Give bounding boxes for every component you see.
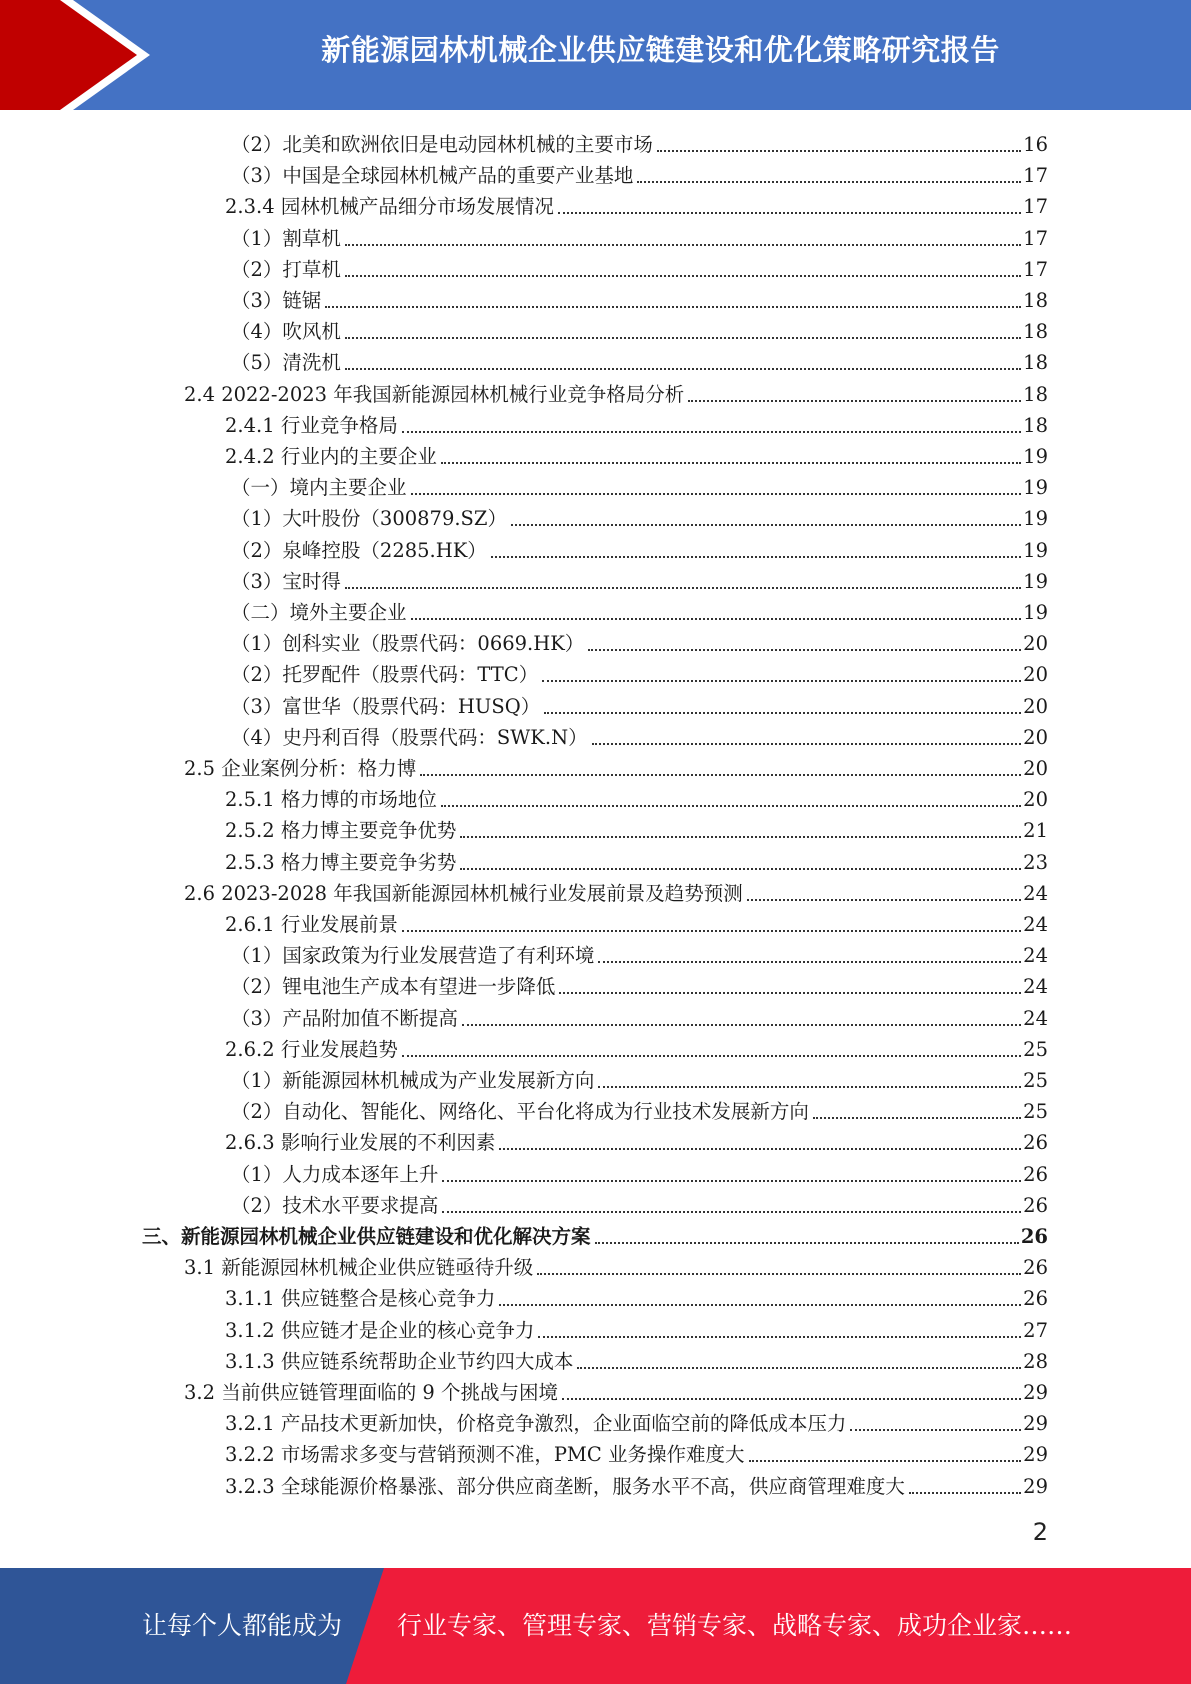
toc-entry-label: 3.1 新能源园林机械企业供应链亟待升级 [184,1256,534,1280]
toc-entry-label: （2）自动化、智能化、网络化、平台化将成为行业技术发展新方向 [231,1100,809,1124]
toc-leader-dots [411,493,1022,495]
toc-entry-page: 28 [1023,1349,1048,1373]
toc-leader-dots [813,1117,1021,1119]
toc-entry[interactable] [142,1219,1048,1250]
toc-entry[interactable] [231,969,1048,1000]
toc-leader-dots [747,899,1021,901]
toc-leader-dots [402,431,1021,433]
toc-entry[interactable] [184,377,1048,408]
toc-entry[interactable] [225,1313,1048,1344]
toc-entry[interactable] [231,501,1048,532]
toc-entry-page: 25 [1023,1069,1048,1092]
toc-entry[interactable] [231,345,1048,376]
toc-leader-dots [441,462,1021,464]
toc-entry-label: 3.1.1 供应链整合是核心竞争力 [225,1287,496,1311]
toc-entry-page: 24 [1023,881,1048,905]
toc-entry[interactable] [231,938,1048,969]
toc-entry-page: 18 [1023,382,1048,406]
toc-entry-page: 17 [1023,226,1048,250]
toc-entry-page: 26 [1023,1287,1048,1311]
toc-entry-page: 20 [1023,725,1048,749]
toc-entry-label: （1）大叶股份（300879.SZ） [231,507,507,531]
toc-entry[interactable] [225,907,1048,938]
toc-entry[interactable] [231,689,1048,720]
toc-entry-page: 26 [1020,1225,1048,1248]
toc-entry-page: 24 [1023,975,1048,999]
toc-entry-label: 3.2.1 产品技术更新加快，价格竞争激烈，企业面临空前的降低成本压力 [225,1412,847,1436]
toc-entry[interactable] [231,533,1048,564]
toc-entry-page: 18 [1023,289,1048,312]
toc-entry-label: （1）新能源园林机械成为产业发展新方向 [231,1069,595,1092]
toc-entry-label: （2）北美和欧洲依旧是电动园林机械的主要市场 [231,133,653,156]
toc-entry-label: （4）吹风机 [231,320,341,344]
toc-leader-dots [442,1211,1021,1213]
toc-entry-label: （4）史丹利百得（股票代码：SWK.N） [231,725,588,749]
toc-entry[interactable] [231,1001,1048,1032]
toc-entry[interactable] [225,782,1048,813]
toc-leader-dots [460,836,1021,838]
toc-entry[interactable] [231,221,1048,252]
toc-entry[interactable] [225,1469,1048,1500]
toc-entry-page: 20 [1023,757,1048,780]
toc-entry-label: （2）泉峰控股（2285.HK） [231,538,487,562]
toc-entry-page: 20 [1023,694,1048,718]
toc-leader-dots [499,1304,1021,1306]
toc-leader-dots [411,618,1022,620]
toc-entry-page: 20 [1023,788,1048,812]
footer-slogan-right: 行业专家、管理专家、营销专家、战略专家、成功企业家…… [397,1611,1073,1640]
toc-entry-page: 19 [1023,601,1048,624]
toc-entry[interactable] [231,1157,1048,1188]
toc-entry-page: 19 [1023,476,1048,500]
toc-entry-label: （3）中国是全球园林机械产品的重要产业基地 [231,164,634,188]
toc-entry-page: 18 [1023,320,1048,344]
toc-entry-page: 20 [1023,663,1048,687]
header-arrow-red [0,0,137,110]
footer-slogan-left: 让每个人都能成为 [142,1611,343,1640]
toc-entry[interactable] [184,1250,1048,1281]
toc-entry[interactable] [231,564,1048,595]
toc-entry-label: 2.5.2 格力博主要竞争优势 [225,819,457,843]
toc-entry-page: 19 [1023,569,1048,593]
toc-entry[interactable] [225,189,1048,220]
toc-entry-page: 27 [1023,1318,1048,1342]
toc-leader-dots [588,649,1021,651]
toc-entry-page: 16 [1023,133,1048,156]
toc-entry-label: 2.5.3 格力博主要竞争劣势 [225,850,457,874]
toc-entry-label: 2.6.2 行业发展趋势 [225,1037,398,1061]
toc-entry[interactable] [225,845,1048,876]
toc-leader-dots [491,556,1021,558]
toc-entry-page: 24 [1023,1006,1048,1030]
toc-entry[interactable] [231,1094,1048,1125]
toc-entry[interactable] [184,1375,1048,1406]
toc-leader-dots [538,1336,1021,1338]
toc-entry[interactable] [231,1188,1048,1219]
toc-leader-dots [537,1273,1021,1275]
toc-entry-label: 2.6 2023-2028 年我国新能源园林机械行业发展前景及趋势预测 [184,881,743,905]
toc-entry-label: （2）托罗配件（股票代码：TTC） [231,663,539,687]
toc-entry-page: 17 [1023,195,1048,219]
header-banner [0,0,1191,110]
toc-leader-dots [402,930,1021,932]
toc-entry-label: 3.1.3 供应链系统帮助企业节约四大成本 [225,1349,574,1373]
toc-entry-page: 18 [1023,413,1048,437]
toc-entry-label: 3.1.2 供应链才是企业的核心竞争力 [225,1318,535,1342]
page-number: 2 [1032,1518,1048,1546]
toc-entry-page: 29 [1023,1381,1048,1404]
toc-entry-label: （3）产品附加值不断提高 [231,1006,458,1030]
toc-leader-dots [442,1180,1021,1182]
toc-entry-label: （3）富世华（股票代码：HUSQ） [231,694,541,718]
toc-entry-label: 2.5.1 格力博的市场地位 [225,788,437,812]
toc-entry-page: 17 [1023,257,1048,281]
toc-entry-label: 2.4 2022-2023 年我国新能源园林机械行业竞争格局分析 [184,382,685,406]
toc-entry-page: 19 [1023,538,1048,562]
toc-leader-dots [325,306,1021,308]
toc-entry[interactable] [225,1032,1048,1063]
toc-entry-label: （1）创科实业（股票代码：0669.HK） [231,632,585,656]
toc-entry-page: 29 [1023,1412,1048,1436]
toc-leader-dots [577,1367,1021,1369]
toc-entry-label: 2.4.2 行业内的主要企业 [225,445,437,468]
toc-entry-label: （1）人力成本逐年上升 [231,1162,439,1186]
footer-banner [0,1568,1191,1684]
report-title: 新能源园林机械企业供应链建设和优化策略研究报告 [321,33,1000,67]
toc-leader-dots [749,1460,1022,1462]
toc-entry-label: 2.4.1 行业竞争格局 [225,413,398,437]
toc-entry-page: 29 [1023,1443,1048,1467]
toc-entry-label: （2）打草机 [231,257,341,281]
toc-entry-label: 3.2 当前供应链管理面临的 9 个挑战与困境 [184,1381,559,1404]
toc-entry-page: 25 [1023,1100,1048,1124]
toc-entry[interactable] [225,1125,1048,1156]
toc-entry[interactable] [225,408,1048,439]
toc-leader-dots [345,275,1021,277]
toc-leader-dots [598,961,1021,963]
toc-entry[interactable] [225,1281,1048,1312]
toc-entry-page: 17 [1023,164,1048,188]
toc-entry-label: （一）境内主要企业 [231,476,407,500]
toc-entry-page: 19 [1023,445,1048,468]
toc-leader-dots [592,743,1022,745]
toc-entry-label: 2.3.4 园林机械产品细分市场发展情况 [225,195,554,219]
toc-entry[interactable] [225,1344,1048,1375]
toc-leader-dots [595,1242,1019,1244]
toc-leader-dots [559,992,1021,994]
toc-entry-page: 25 [1023,1037,1048,1061]
toc-entry[interactable] [231,283,1048,314]
toc-entry[interactable] [231,626,1048,657]
toc-entry[interactable] [231,1063,1048,1094]
toc-leader-dots [345,244,1021,246]
toc-leader-dots [637,181,1021,183]
toc-leader-dots [462,1024,1021,1026]
toc-entry-label: （1）割草机 [231,226,341,250]
toc-leader-dots [460,868,1021,870]
toc-entry-page: 26 [1023,1193,1048,1217]
toc-entry-page: 19 [1023,507,1048,531]
toc-entry-label: 3.2.3 全球能源价格暴涨、部分供应商垄断，服务水平不高，供应商管理难度大 [225,1474,905,1498]
toc-leader-dots [511,524,1021,526]
toc-entry-label: 三、新能源园林机械企业供应链建设和优化解决方案 [142,1225,591,1248]
toc-entry[interactable] [231,158,1048,189]
toc-entry-page: 24 [1023,913,1048,936]
toc-leader-dots [544,712,1021,714]
toc-entry[interactable] [231,595,1048,626]
toc-entry-page: 24 [1023,944,1048,968]
toc-entry[interactable] [231,252,1048,283]
toc-entry-page: 23 [1023,850,1048,874]
toc-entry[interactable] [225,813,1048,844]
toc-entry[interactable] [184,876,1048,907]
toc-entry-label: （5）清洗机 [231,351,341,375]
toc-entry-label: （1）国家政策为行业发展营造了有利环境 [231,944,595,968]
toc-leader-dots [345,587,1021,589]
toc-entry[interactable] [184,751,1048,782]
toc-entry-label: （3）链锯 [231,289,322,312]
toc-leader-dots [499,1148,1021,1150]
toc-entry-label: 3.2.2 市场需求多变与营销预测不准，PMC 业务操作难度大 [225,1443,745,1467]
toc-entry-page: 26 [1023,1162,1048,1186]
toc-leader-dots [345,337,1021,339]
toc-entry-label: （3）宝时得 [231,569,341,593]
toc-entry-page: 26 [1023,1256,1048,1280]
toc-entry-page: 20 [1023,632,1048,656]
toc-entry-label: 2.6.3 影响行业发展的不利因素 [225,1131,496,1155]
toc-entry-label: （2）技术水平要求提高 [231,1193,439,1217]
toc-leader-dots [420,774,1021,776]
toc-entry[interactable] [231,127,1048,158]
toc-leader-dots [688,400,1021,402]
toc-entry[interactable] [225,1437,1048,1468]
toc-entry-label: （2）锂电池生产成本有望进一步降低 [231,975,556,999]
toc-entry[interactable] [231,657,1048,688]
toc-entry[interactable] [231,720,1048,751]
toc-entry-label: 2.5 企业案例分析：格力博 [184,757,417,780]
toc-leader-dots [558,212,1021,214]
toc-leader-dots [542,680,1021,682]
toc-entry-label: 2.6.1 行业发展前景 [225,913,398,936]
toc-leader-dots [402,1055,1021,1057]
toc-leader-dots [345,368,1021,370]
toc-entry[interactable] [225,439,1048,470]
toc-leader-dots [562,1398,1021,1400]
toc-entry-page: 29 [1023,1474,1048,1498]
toc-entry-page: 21 [1023,819,1048,843]
toc-leader-dots [909,1492,1021,1494]
toc-entry[interactable] [231,470,1048,501]
toc-entry-label: （二）境外主要企业 [231,601,407,624]
toc-leader-dots [657,150,1021,152]
toc-entry[interactable] [231,314,1048,345]
toc-leader-dots [598,1086,1021,1088]
toc-entry-page: 18 [1023,351,1048,375]
toc-leader-dots [850,1429,1021,1431]
toc-entry-page: 26 [1023,1131,1048,1155]
toc-leader-dots [441,805,1021,807]
toc-entry[interactable] [225,1406,1048,1437]
